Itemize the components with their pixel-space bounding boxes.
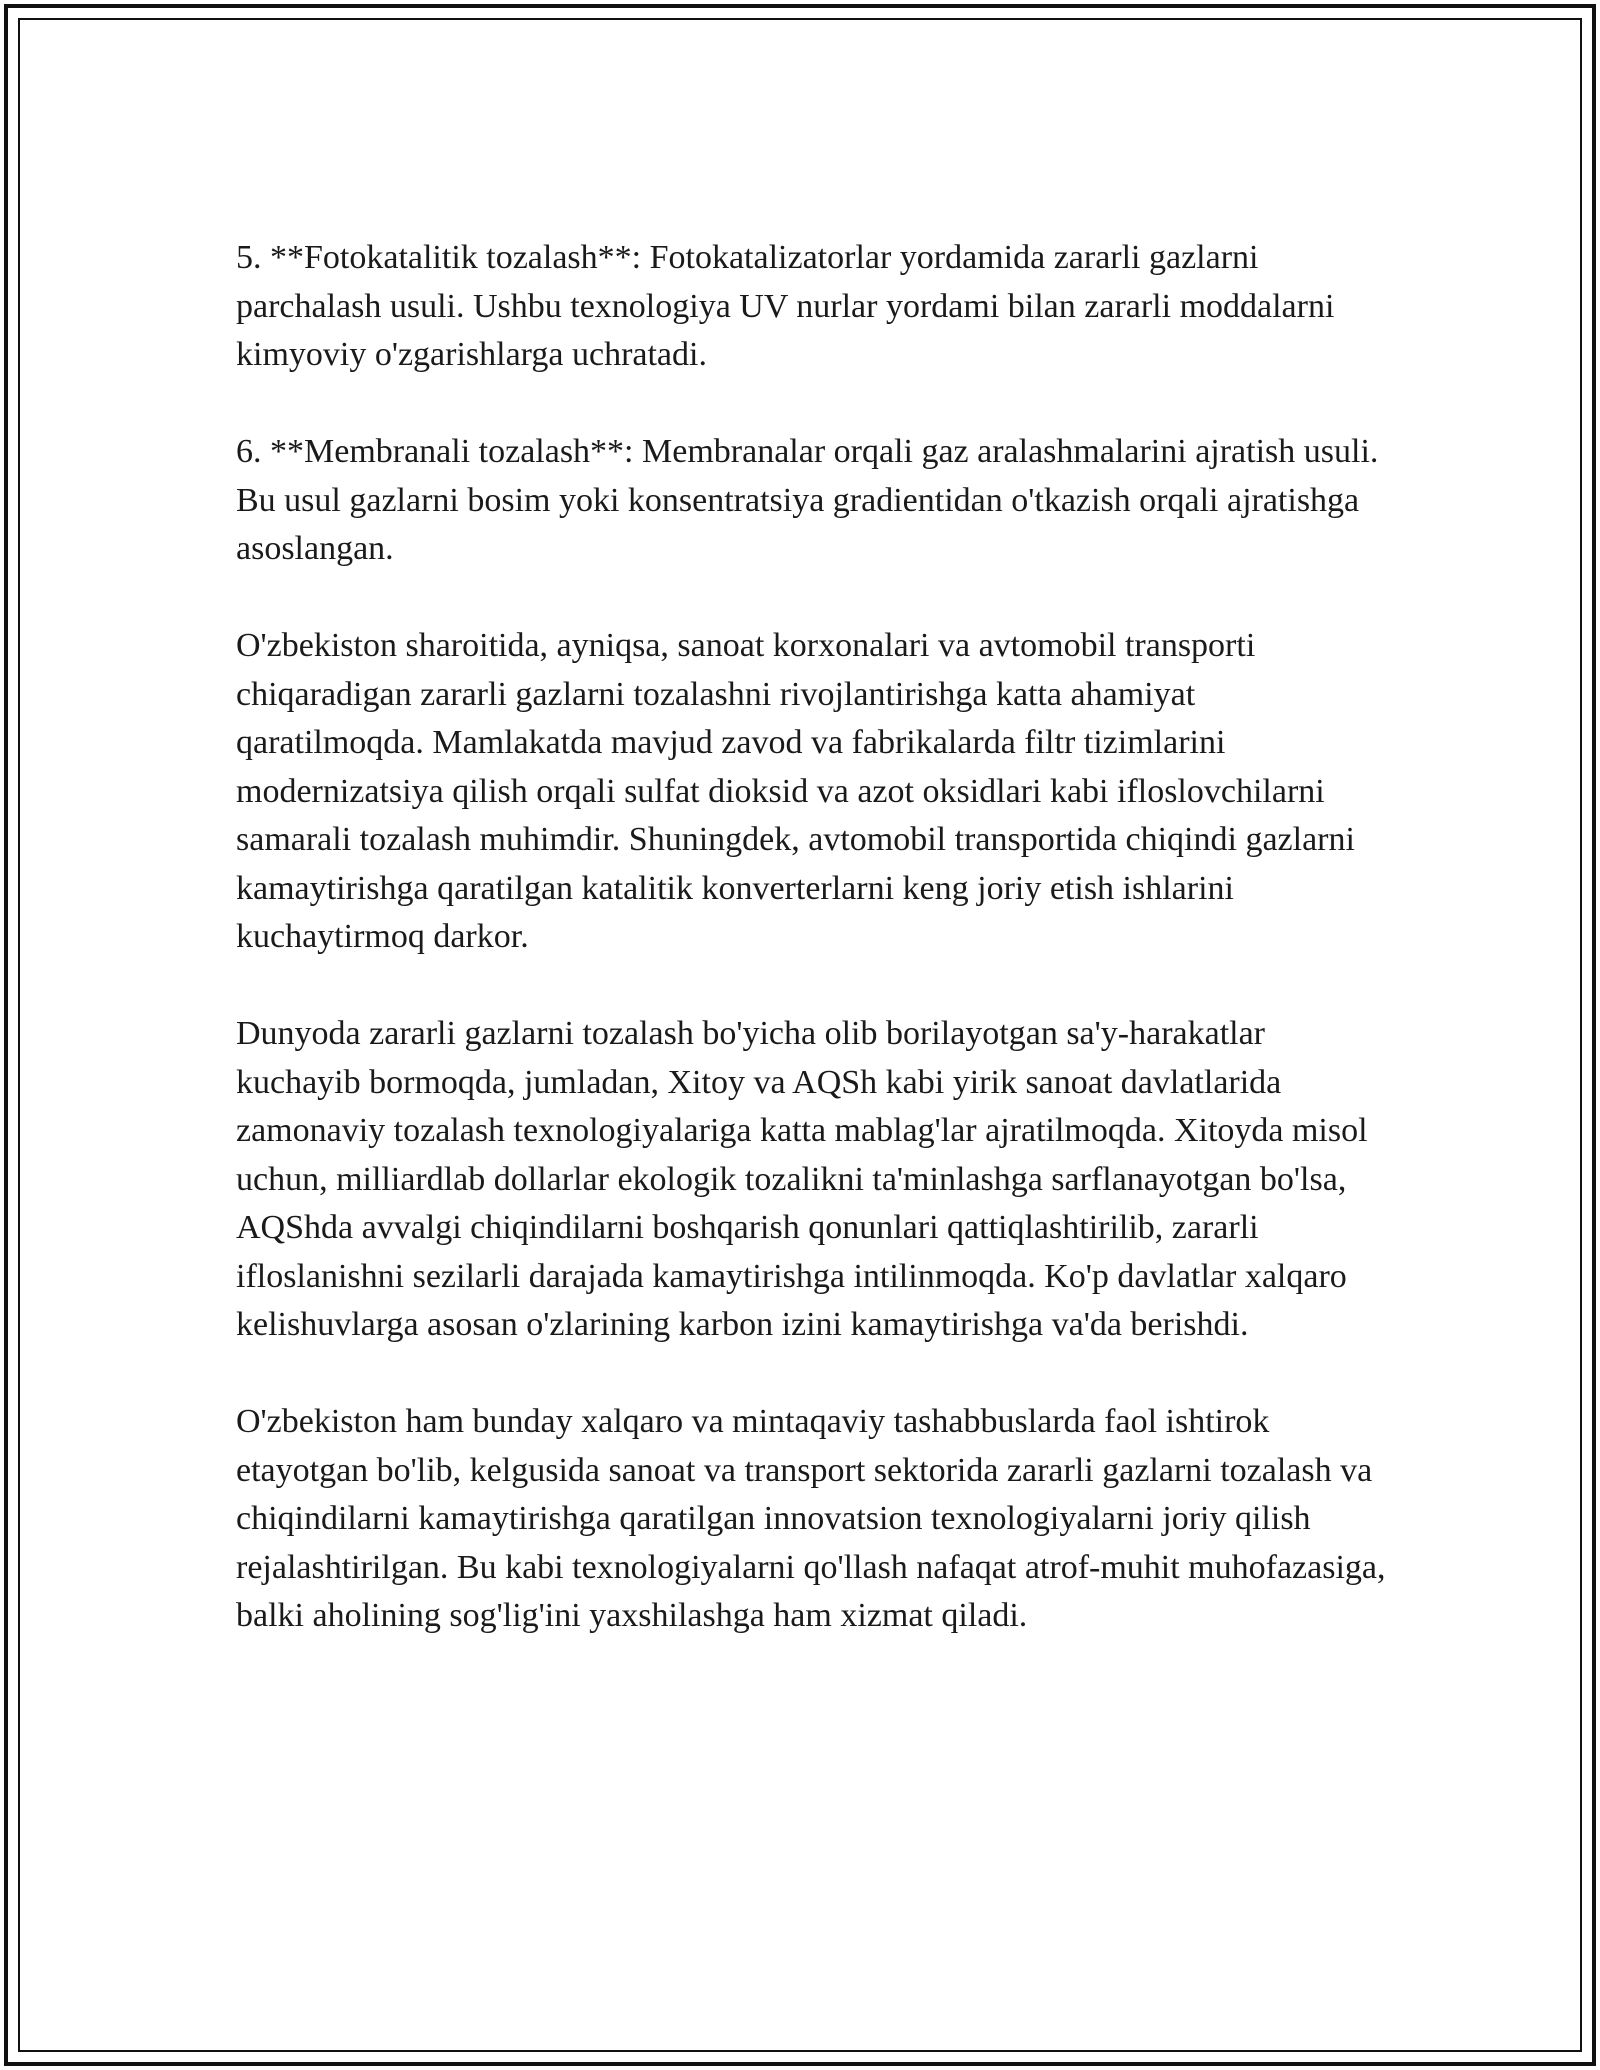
- paragraph-membrane-cleaning: 6. **Membranali tozalash**: Membranalar orqali gaz aralashmalarini ajratish usuli. Bu usul gazlarni bosim yoki konsentratsiya gradientidan o'tkazish orqali ajratishga asoslangan.: [236, 433, 1379, 567]
- paragraph-world-efforts: Dunyoda zararli gazlarni tozalash bo'yicha olib borilayotgan sa'y-harakatlar kuchayib bormoqda, jumladan, Xitoy va AQSh kabi yirik sanoat davlatlarida zamonaviy tozalash texnologiyalariga katta mablag'lar ajratilmoqda. Xitoyda misol uchun, milliardlab dollarlar ekologik tozalikni ta'minlashga sarflanayotgan bo'lsa, AQShda avvalgi chiqindilarni boshqarish qonunlari qattiqlashtirilib, zararli ifloslanishni sezilarli darajada kamaytirishga intilinmoqda. Ko'p davlatlar xalqaro kelishuvlarga asosan o'zlarining karbon izini kamaytirishga va'da berishdi.: [236, 1015, 1368, 1343]
- paragraph-photocatalytic-cleaning: 5. **Fotokatalitik tozalash**: Fotokatalizatorlar yordamida zararli gazlarni parchalash usuli. Ushbu texnologiya UV nurlar yordami bilan zararli moddalarni kimyoviy o'zgarishlarga uchratadi.: [236, 239, 1335, 373]
- document-body: [236, 234, 1386, 1689]
- paragraph-uzbekistan-initiatives: O'zbekiston ham bunday xalqaro va mintaqaviy tashabbuslarda faol ishtirok etayotgan bo'lib, kelgusida sanoat va transport sektorida zararli gazlarni tozalash va chiqindilarni kamaytirishga qaratilgan innovatsion texnologiyalarni joriy qilish rejalashtirilgan. Bu kabi texnologiyalarni qo'llash nafaqat atrof-muhit muhofazasiga, balki aholining sog'lig'ini yaxshilashga ham xizmat qiladi.: [236, 1403, 1386, 1634]
- paragraph-uzbekistan-conditions: O'zbekiston sharoitida, ayniqsa, sanoat korxonalari va avtomobil transporti chiqaradigan zararli gazlarni tozalashni rivojlantirishga katta ahamiyat qaratilmoqda. Mamlakatda mavjud zavod va fabrikalarda filtr tizimlarini modernizatsiya qilish orqali sulfat dioksid va azot oksidlari kabi ifloslovchilarni samarali tozalash muhimdir. Shuningdek, avtomobil transportida chiqindi gazlarni kamaytirishga qaratilgan katalitik konverterlarni keng joriy etish ishlarini kuchaytirmoq darkor.: [236, 627, 1355, 955]
